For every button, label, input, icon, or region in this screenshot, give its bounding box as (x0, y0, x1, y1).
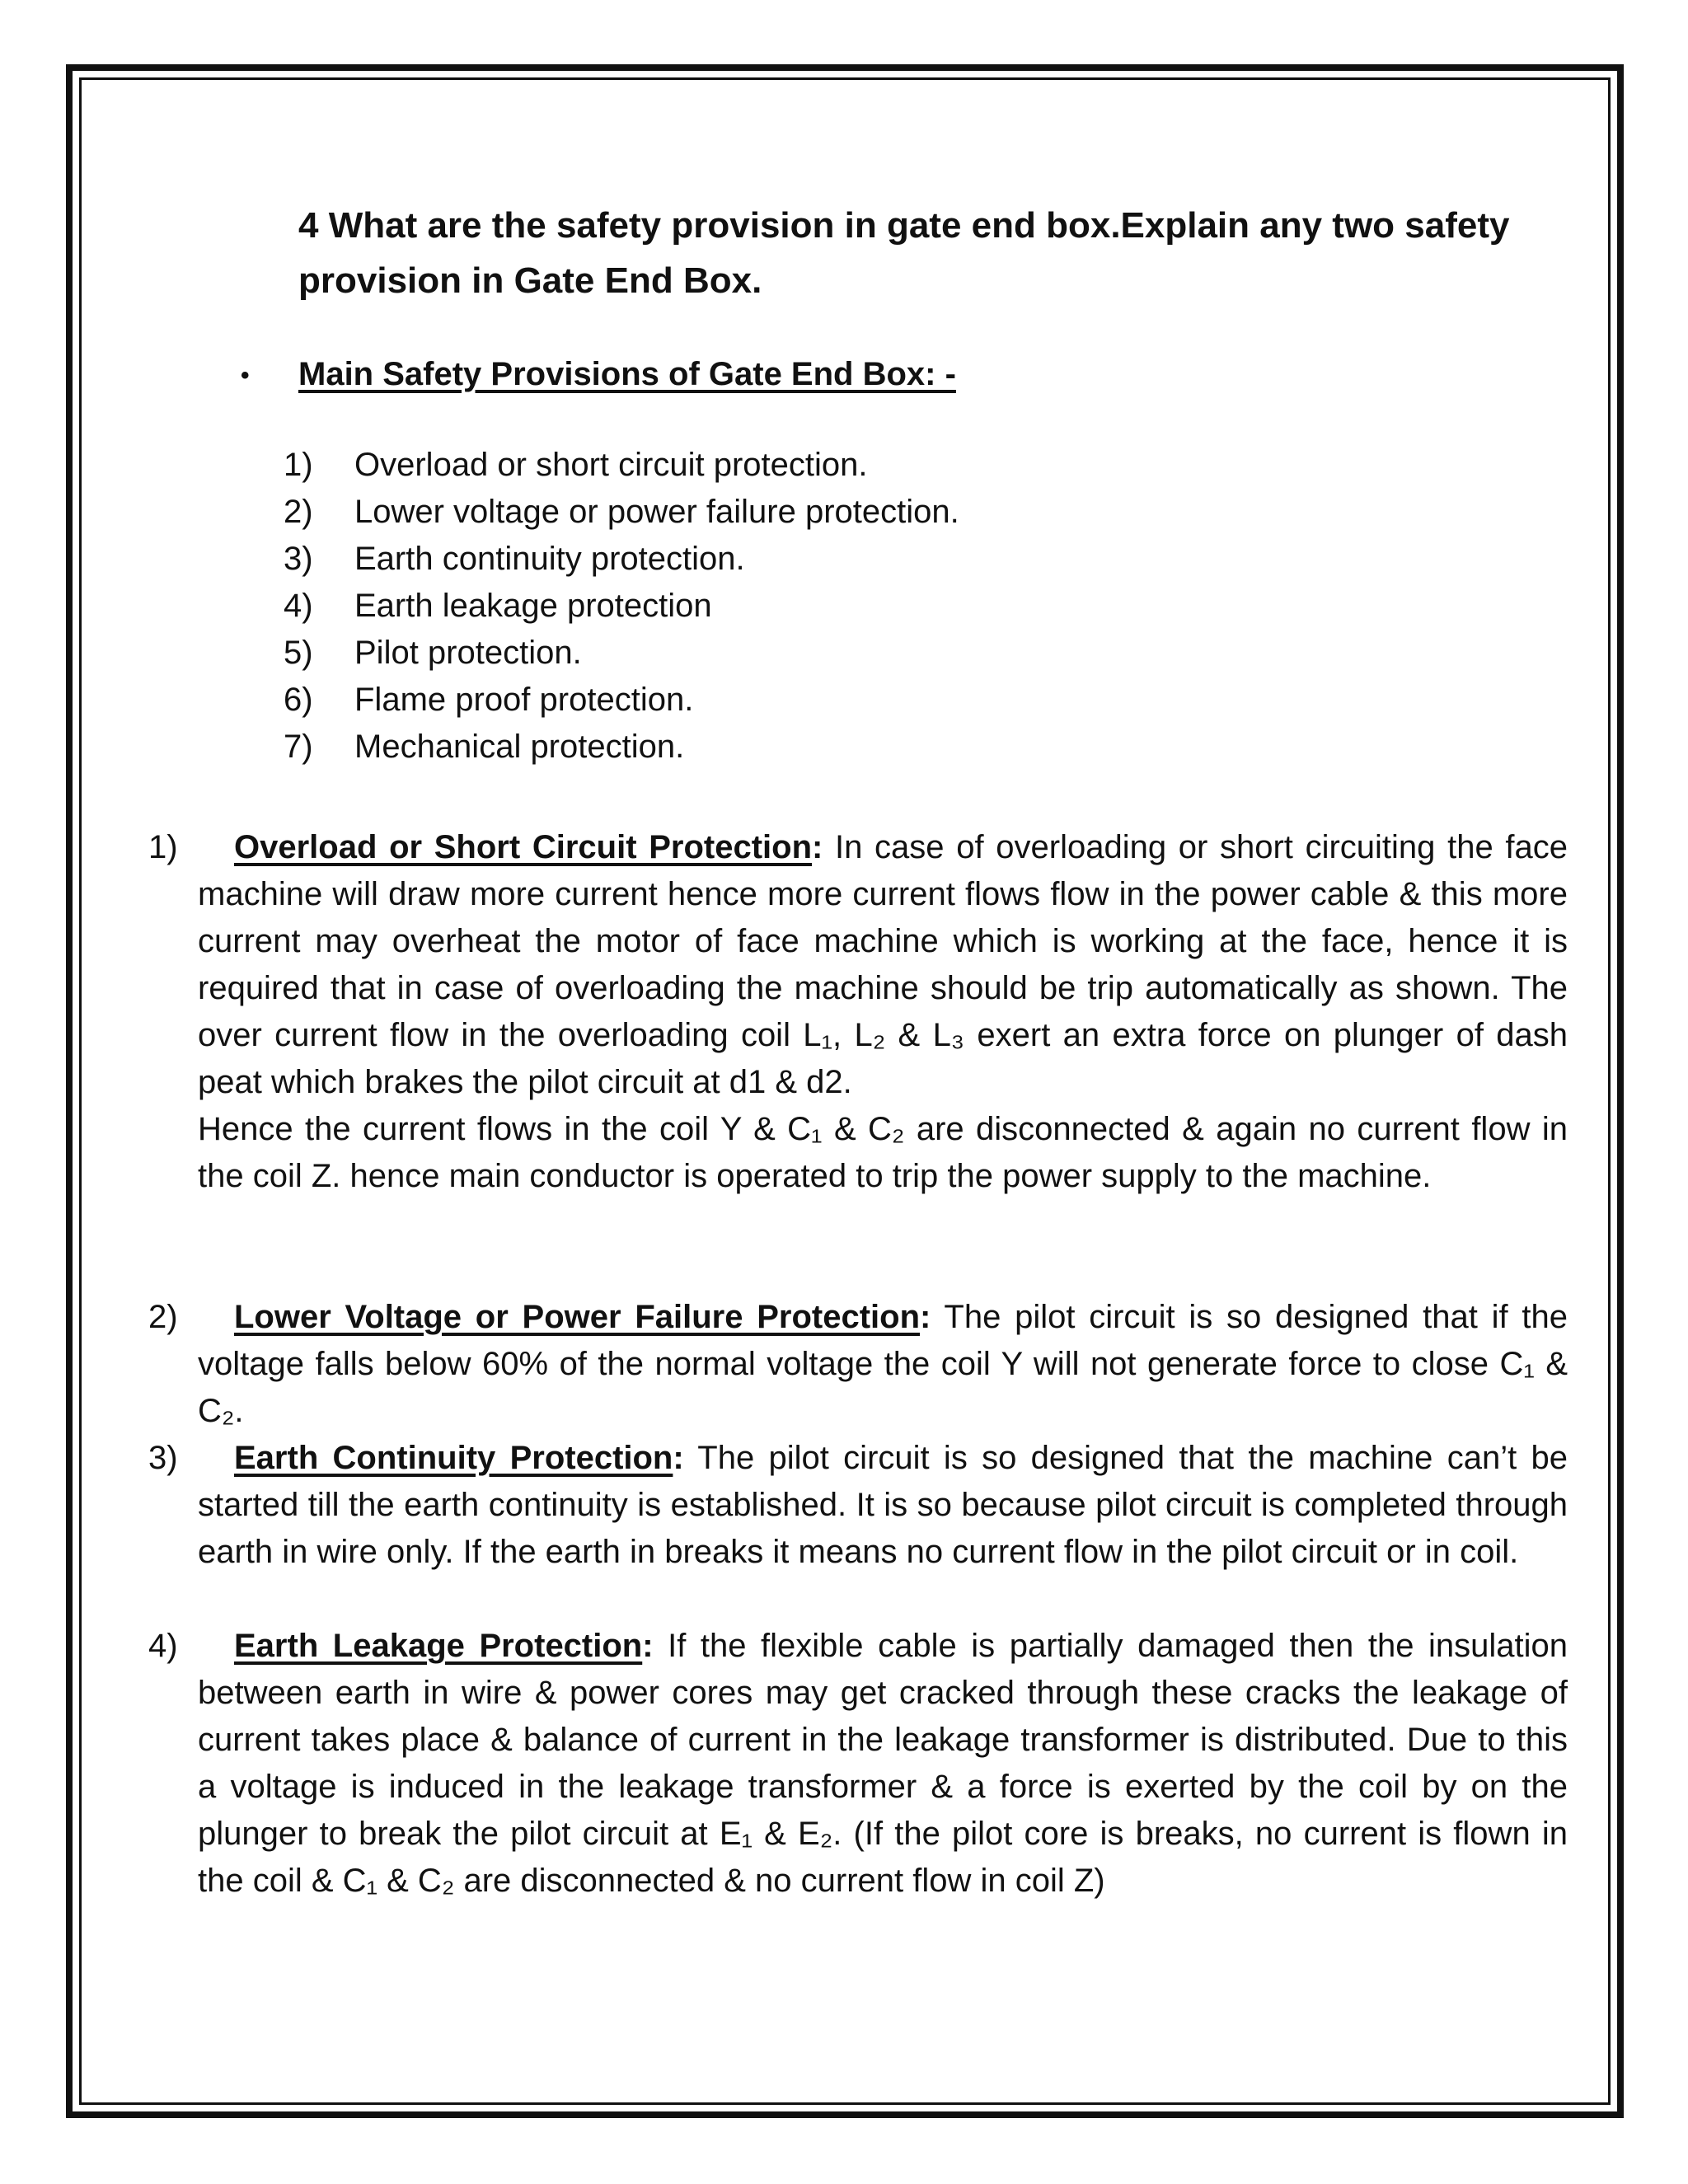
explanation-title: Earth Continuity Protection (234, 1440, 673, 1476)
explanation-body (198, 1294, 1568, 1435)
explanation-paragraph (198, 1623, 1568, 1905)
list-item-text: Earth continuity protection. (354, 541, 745, 577)
explanation-title: Overload or Short Circuit Protection (234, 829, 813, 865)
list-item-number: 6) (284, 682, 313, 718)
list-item-number: 3) (284, 541, 313, 577)
explanation-paragraph (198, 1435, 1568, 1576)
explanation-title: Earth Leakage Protection (234, 1628, 643, 1664)
provisions-list (284, 442, 959, 771)
explanation-text: If the flexible cable is partially damaged then the insulation between earth in wire & power cores may get cracked through these cracks the leakage of current takes place & balance of current in the leakage transformer is distributed. Due to this a voltage is induced in the leakage transformer & a force is exerted by the coil by on the plunger to break the pilot circuit at E₁ & E₂. (If the pilot core is breaks, no current is flown in the coil & C₁ & C₂ are disconnected & no current flow in coil Z) (198, 1628, 1568, 1899)
explanation-colon: : (812, 829, 823, 865)
explanation-number: 2) (148, 1299, 178, 1335)
explanation-number: 3) (148, 1440, 178, 1476)
list-item (284, 724, 959, 771)
explanation-colon: : (673, 1440, 684, 1476)
list-item (284, 536, 959, 583)
explanation-body (198, 824, 1568, 1200)
explanation-text: The pilot circuit is so designed that if the voltage falls below 60% of the normal voltage the coil Y will not generate force to close C₁ & C₂. (198, 1299, 1568, 1429)
list-item (284, 677, 959, 724)
explanation-body (198, 1435, 1568, 1576)
list-item-text: Mechanical protection. (354, 729, 685, 765)
document-page (79, 77, 1611, 2105)
explanation-text: In case of overloading or short circuiting the face machine will draw more current hence more current flows flow in the power cable & this more current may overheat the motor of face machine which is working at the face, hence it is required that in case of overloading the machine should be trip automatically as shown. The over current flow in the overloading coil L₁, L₂ & L₃ exert an extra force on plunger of dash peat which brakes the pilot circuit at d1 & d2. (198, 829, 1568, 1100)
list-item-number: 7) (284, 729, 313, 765)
question-title: 4 What are the safety provision in gate end box.Explain any two safety provision in Gate End Box. (298, 205, 1510, 301)
explanation-colon: : (642, 1628, 654, 1664)
list-item-text: Pilot protection. (354, 635, 582, 671)
explanation-overload (148, 824, 1568, 1200)
explanation-earth-leakage (148, 1623, 1568, 1905)
main-safety-heading-text: Main Safety Provisions of Gate End Box: - (298, 356, 956, 392)
list-item (284, 442, 959, 489)
explanation-colon: : (920, 1299, 931, 1335)
explanation-low-voltage (148, 1294, 1568, 1435)
list-item-number: 1) (284, 447, 313, 483)
list-item (284, 489, 959, 536)
explanation-text: The pilot circuit is so designed that the machine can’t be started till the earth continuity is established. It is so because pilot circuit is completed through earth in wire only. If the earth in breaks it means no current flow in the pilot circuit or in coil. (198, 1440, 1568, 1570)
bullet-icon: • (241, 362, 250, 390)
explanation-earth-continuity (148, 1435, 1568, 1576)
list-item-text: Overload or short circuit protection. (354, 447, 868, 483)
list-item (284, 583, 959, 630)
list-item-text: Lower voltage or power failure protection. (354, 494, 959, 530)
list-item-text: Earth leakage protection (354, 588, 712, 624)
explanation-continuation: Hence the current flows in the coil Y & C₁ & C₂ are disconnected & again no current flow in the coil Z. hence main conductor is operated to trip the power supply to the machine. (198, 1111, 1568, 1194)
explanation-title: Lower Voltage or Power Failure Protection (234, 1299, 921, 1335)
list-item-number: 5) (284, 635, 313, 671)
list-item-number: 2) (284, 494, 313, 530)
explanation-body (198, 1623, 1568, 1905)
explanation-number: 4) (148, 1628, 178, 1664)
list-item-text: Flame proof protection. (354, 682, 694, 718)
explanation-paragraph (198, 1294, 1568, 1435)
list-item (284, 630, 959, 677)
explanation-paragraph (198, 824, 1568, 1106)
main-safety-heading (241, 349, 956, 401)
explanation-number: 1) (148, 829, 178, 865)
list-item-number: 4) (284, 588, 313, 624)
